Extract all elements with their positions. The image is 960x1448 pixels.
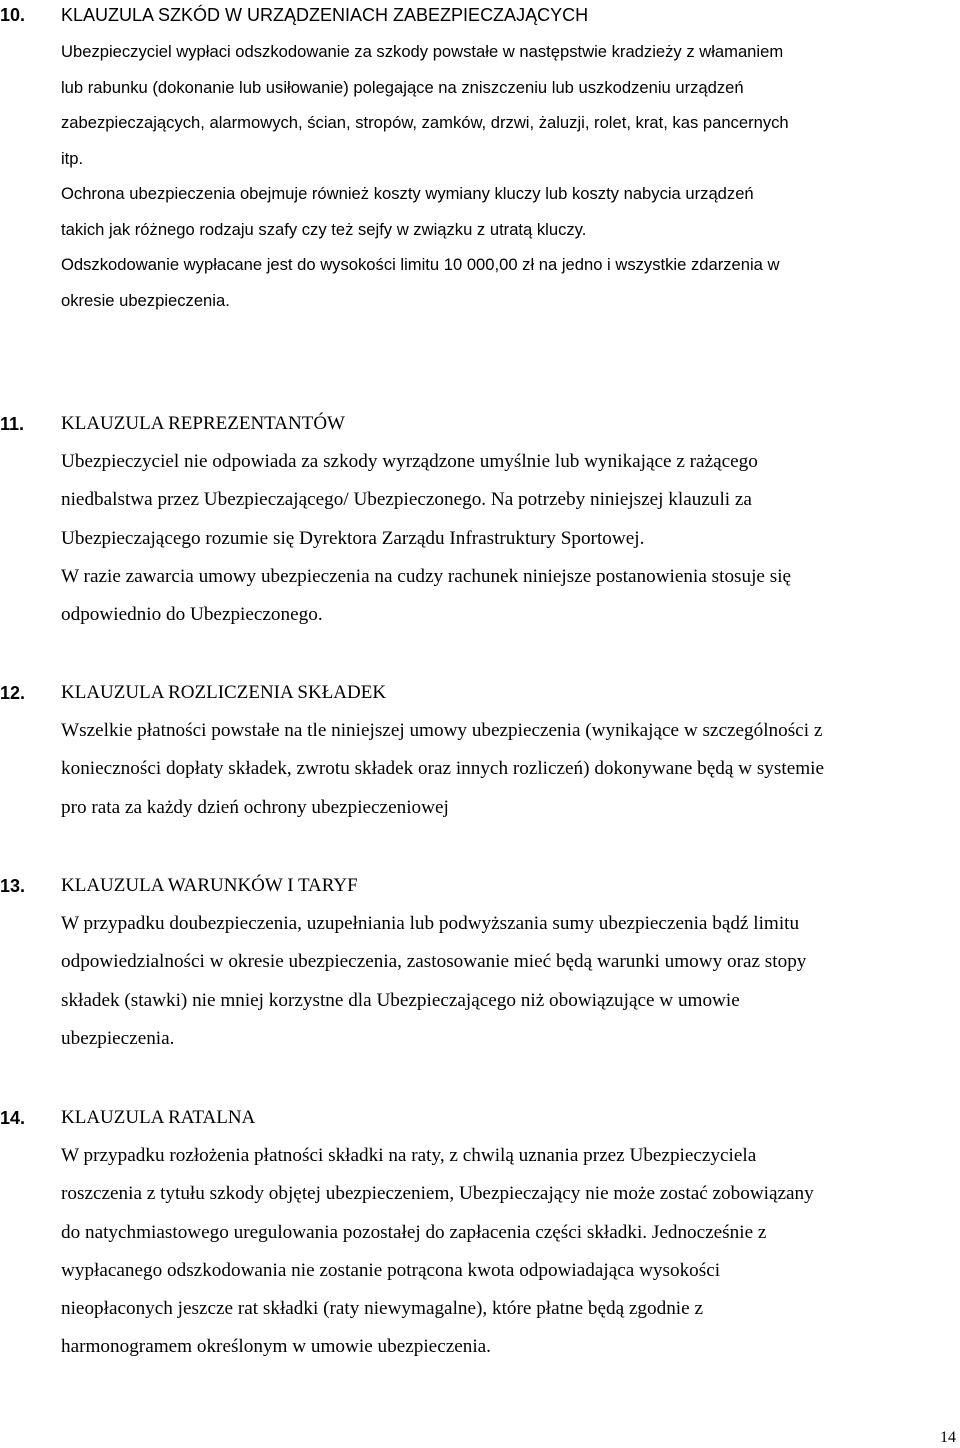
clause-paragraph: Odszkodowanie wypłacane jest do wysokości limitu 10 000,00 zł na jedno i wszystkie zdarzenia w okresie ubezpieczenia. [61,255,780,310]
clause-number: 12. [0,683,26,703]
clause-number: 10. [0,5,26,25]
clause-number: 13. [0,876,26,896]
clause-title: KLAUZULA WARUNKÓW I TARYF [61,875,358,896]
clause-12-heading [0,678,960,708]
clause-title: KLAUZULA SZKÓD W URZĄDZENIACH ZABEZPIECZAJĄCYCH [61,5,589,25]
clause-11-heading [0,409,960,439]
clause-number: 11. [0,414,25,434]
clause-title: KLAUZULA ROZLICZENIA SKŁADEK [61,682,387,703]
clause-14-heading [0,1103,960,1133]
clause-14 [0,1103,960,1367]
clause-13 [0,871,960,1058]
clause-paragraph: Ubezpieczyciel nie odpowiada za szkody wyrządzone umyślnie lub wynikające z rażącego niedbalstwa przez Ubezpieczającego/ Ubezpieczonego. Na potrzeby niniejszej klauzuli za Ubezpieczającego rozumie się Dyrektora Zarządu Infrastruktury Sportowej. [61,451,758,549]
clause-paragraph: W przypadku rozłożenia płatności składki na raty, z chwilą uznania przez Ubezpieczyciela roszczenia z tytułu szkody objętej ubezpieczeniem, Ubezpieczający nie może zostać zobowiązany do natychmiastowego uregulowania pozostałej do zapłacenia części składki. Jednocześnie z wypłacanego odszkodowania nie zostanie potrącona kwota odpowiadająca wysokości nieopłaconych jeszcze rat składki (raty niewymagalne), które płatne będą zgodnie z harmonogramem określonym w umowie ubezpieczenia. [61,1145,814,1358]
clause-title: KLAUZULA RATALNA [61,1107,256,1128]
clause-10-heading [0,0,960,30]
clause-paragraph: Wszelkie płatności powstałe na tle niniejszej umowy ubezpieczenia (wynikające w szczególności z konieczności dopłaty składek, zwrotu składek oraz innych rozliczeń) dokonywane będą w systemie pro rata za każdy dzień ochrony ubezpieczeniowej [61,720,824,818]
clause-12 [0,678,960,827]
clause-paragraph: Ubezpieczyciel wypłaci odszkodowanie za szkody powstałe w następstwie kradzieży z włamaniem lub rabunku (dokonanie lub usiłowanie) polegające na zniszczeniu lub uszkodzeniu urządzeń zabezpieczających, alarmowych, ścian, stropów, zamków, drzwi, żaluzji, rolet, krat, kas pancernych itp. [61,42,789,168]
clause-paragraph: Ochrona ubezpieczenia obejmuje również koszty wymiany kluczy lub koszty nabycia urządzeń takich jak różnego rodzaju szafy czy też sejfy w związku z utratą kluczy. [61,184,754,239]
clause-paragraph: W razie zawarcia umowy ubezpieczenia na cudzy rachunek niniejsze postanowienia stosuje się odpowiednio do Ubezpieczonego. [61,565,792,626]
clause-10 [0,0,960,318]
clause-number: 14. [0,1108,26,1128]
clause-title: KLAUZULA REPREZENTANTÓW [61,413,345,434]
page-number: 14 [940,1429,956,1446]
clause-11 [0,409,960,634]
clause-13-heading [0,871,960,901]
clause-paragraph: W przypadku doubezpieczenia, uzupełniania lub podwyższania sumy ubezpieczenia bądź limitu odpowiedzialności w okresie ubezpieczenia, zastosowanie mieć będą warunki umowy oraz stopy składek (stawki) nie mniej korzystne dla Ubezpieczającego niż obowiązujące w umowie ubezpieczenia. [61,913,807,1049]
